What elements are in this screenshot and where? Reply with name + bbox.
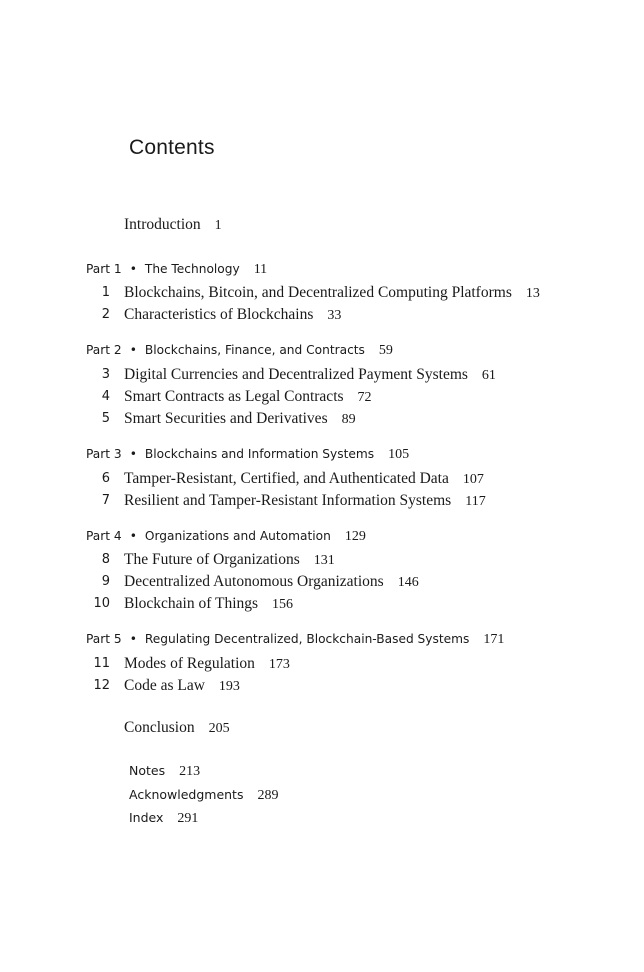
introduction-entry[interactable] [124, 216, 222, 234]
part-page: 59 [378, 343, 393, 358]
part-label: Part 4 [86, 529, 122, 543]
introduction-label: Introduction [124, 216, 201, 233]
chapter-entry[interactable] [124, 470, 484, 488]
chapter-number: 10 [93, 596, 110, 611]
chapter-entry[interactable] [124, 306, 341, 324]
chapter-page: 173 [268, 657, 290, 672]
chapter-title: Resilient and Tamper-Resistant Information Systems [124, 492, 452, 509]
bullet-separator: • [129, 262, 137, 276]
back-matter-entry[interactable] [129, 787, 278, 804]
chapter-title: Smart Contracts as Legal Contracts [124, 388, 344, 405]
chapter-entry[interactable] [124, 410, 356, 428]
bullet-separator: • [129, 447, 137, 461]
introduction-page: 1 [214, 218, 222, 233]
chapter-page: 146 [397, 575, 419, 590]
part-heading[interactable] [86, 529, 366, 545]
chapter-page: 72 [357, 390, 372, 405]
back-matter-entry[interactable] [129, 763, 200, 780]
chapter-number: 5 [101, 411, 110, 426]
chapter-number: 11 [93, 656, 110, 671]
chapter-number: 9 [101, 574, 110, 589]
chapter-entry[interactable] [124, 677, 240, 695]
bullet-separator: • [129, 529, 137, 543]
back-matter-page: 289 [257, 788, 279, 803]
chapter-page: 156 [272, 597, 294, 612]
part-page: 105 [388, 447, 410, 462]
part-title: Organizations and Automation [144, 529, 331, 543]
chapter-entry[interactable] [124, 492, 486, 510]
back-matter-label: Index [129, 810, 164, 825]
back-matter-label: Acknowledgments [129, 787, 244, 802]
chapter-entry[interactable] [124, 366, 496, 384]
chapter-entry[interactable] [124, 388, 372, 406]
conclusion-page: 205 [208, 721, 230, 736]
part-page: 171 [483, 632, 505, 647]
part-title: Blockchains and Information Systems [144, 447, 375, 461]
chapter-page: 131 [313, 553, 335, 568]
chapter-page: 107 [462, 472, 484, 487]
part-title: The Technology [144, 262, 240, 276]
chapter-page: 89 [341, 412, 356, 427]
chapter-number: 7 [101, 493, 110, 508]
part-heading[interactable] [86, 632, 504, 648]
chapter-page: 13 [525, 286, 540, 301]
chapter-title: Smart Securities and Derivatives [124, 410, 328, 427]
chapter-title: Characteristics of Blockchains [124, 306, 314, 323]
page-title: Contents [129, 136, 215, 159]
chapter-number: 3 [101, 367, 110, 382]
part-heading[interactable] [86, 262, 267, 278]
chapter-entry[interactable] [124, 551, 335, 569]
part-heading[interactable] [86, 447, 409, 463]
chapter-title: Blockchains, Bitcoin, and Decentralized Computing Platforms [124, 284, 512, 301]
chapter-page: 117 [465, 494, 486, 509]
part-title: Blockchains, Finance, and Contracts [144, 343, 365, 357]
back-matter-entry[interactable] [129, 810, 198, 827]
bullet-separator: • [129, 632, 137, 646]
back-matter-page: 291 [177, 811, 199, 826]
chapter-number: 2 [101, 307, 110, 322]
chapter-entry[interactable] [124, 573, 419, 591]
chapter-title: Modes of Regulation [124, 655, 255, 672]
chapter-title: Code as Law [124, 677, 205, 694]
chapter-number: 12 [93, 678, 110, 693]
conclusion-entry[interactable] [124, 719, 230, 737]
chapter-number: 4 [101, 389, 110, 404]
chapter-title: The Future of Organizations [124, 551, 300, 568]
chapter-entry[interactable] [124, 595, 293, 613]
chapter-title: Tamper-Resistant, Certified, and Authenticated Data [124, 470, 449, 487]
chapter-number: 1 [101, 285, 110, 300]
chapter-entry[interactable] [124, 655, 290, 673]
chapter-page: 61 [481, 368, 496, 383]
part-page: 11 [253, 262, 268, 277]
chapter-number: 8 [101, 552, 110, 567]
conclusion-label: Conclusion [124, 719, 195, 736]
part-label: Part 2 [86, 343, 122, 357]
part-page: 129 [344, 529, 366, 544]
back-matter-page: 213 [179, 764, 201, 779]
chapter-title: Blockchain of Things [124, 595, 259, 612]
part-title: Regulating Decentralized, Blockchain-Based Systems [144, 632, 470, 646]
chapter-number: 6 [101, 471, 110, 486]
chapter-title: Decentralized Autonomous Organizations [124, 573, 384, 590]
chapter-title: Digital Currencies and Decentralized Payment Systems [124, 366, 468, 383]
chapter-page: 33 [327, 308, 342, 323]
part-label: Part 3 [86, 447, 122, 461]
part-heading[interactable] [86, 343, 393, 359]
chapter-page: 193 [218, 679, 240, 694]
bullet-separator: • [129, 343, 137, 357]
chapter-entry[interactable] [124, 284, 540, 302]
back-matter-label: Notes [129, 763, 166, 778]
part-label: Part 1 [86, 262, 122, 276]
part-label: Part 5 [86, 632, 122, 646]
